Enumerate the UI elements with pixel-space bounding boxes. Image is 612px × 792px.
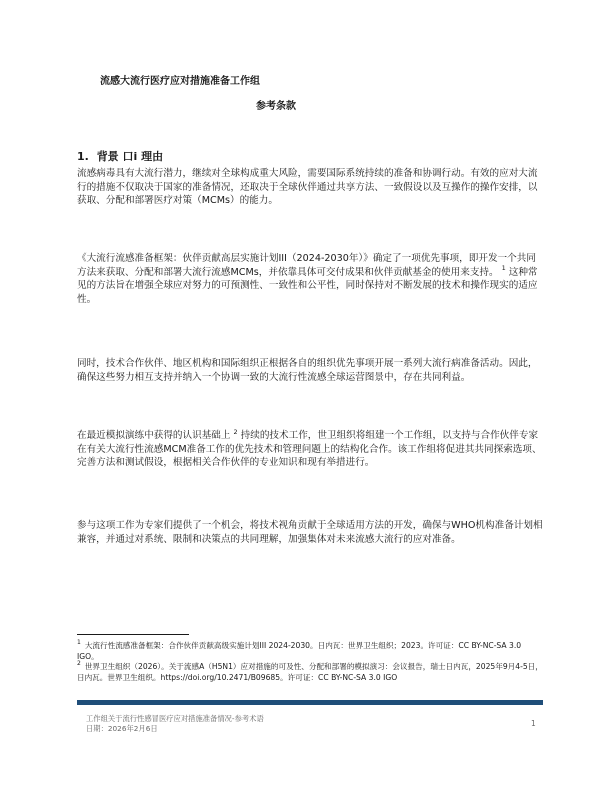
section-heading bbox=[77, 148, 163, 164]
footnote-2 bbox=[77, 662, 543, 683]
paragraph-working-group-text-b: 持续的技术工作，世卫组织将组建一个工作组，以支持与合作伙伴专家在有关大流行性流感MCM准备工作的优先技术和管理问题上的结构化合作。该工作组将促进其共同探索选项、完善方法和测试假设，根据相关合作伙伴的专业知识和现有举措进行。 bbox=[77, 430, 542, 468]
footnote-1 bbox=[77, 641, 543, 662]
document-subtitle: 参考条款 bbox=[256, 101, 296, 112]
footnote-ref-2[interactable]: 2 bbox=[233, 427, 238, 436]
paragraph-framework-text-a: 《大流行流感准备框架：伙伴贡献高层实施计划III（2024-2030年）》确定了一项优先事项，即开发一个共同方法来获取、分配和部署大流行流感MCMs，并依靠具体可交付成果和伙伴贡献基金的使用来支持。 bbox=[77, 253, 536, 278]
paragraph-working-group bbox=[77, 429, 543, 470]
footer-date: 日期：2026年2月6日 bbox=[86, 724, 158, 733]
footnote-ref-1[interactable]: 1 bbox=[501, 264, 506, 273]
footnote-separator bbox=[77, 634, 189, 635]
paragraph-working-group-text-a: 在最近模拟演练中获得的认识基础上 bbox=[77, 430, 231, 441]
section-heading-text: 背景 口i 理由 bbox=[96, 150, 164, 163]
footnote-1-number: 1 bbox=[77, 639, 81, 647]
document-title: 流感大流行医疗应对措施准备工作组 bbox=[100, 76, 260, 87]
section-number: 1. bbox=[77, 150, 89, 163]
page-number: 1 bbox=[531, 719, 536, 728]
footer bbox=[86, 714, 264, 734]
paragraph-coordination: 同时，技术合作伙伴、地区机构和国际组织正根据各自的组织优先事项开展一系列大流行病准备活动。因此，确保这些努力相互支持并纳入一个协调一致的大流行性流感全球运营图景中，存在共同利益。 bbox=[77, 358, 538, 383]
footer-bar bbox=[77, 700, 543, 705]
footnote-2-text: 世界卫生组织（2026）。关于流感A（H5N1）应对措施的可及性、分配和部署的模拟演习：会议报告，瑞士日内瓦，2025年9月4-5日，日内瓦。世界卫生组织。https://doi.org/10.2471/B09685。许可证：CC BY-NC-SA 3.0 IGO bbox=[77, 662, 543, 682]
paragraph-background: 流感病毒具有大流行潜力，继续对全球构成重大风险，需要国际系统持续的准备和协调行动。有效的应对大流行的措施不仅取决于国家的准备情况，还取决于全球伙伴通过共享方法、一致假设以及互操作的操作安排，以获取、分配和部署医疗对策（MCMs）的能力。 bbox=[77, 168, 538, 206]
footer-title: 工作组关于流行性感冒医疗应对措施准备情况-参考术语 bbox=[86, 714, 264, 723]
paragraph-participation: 参与这项工作为专家们提供了一个机会，将技术视角贡献于全球适用方法的开发，确保与WHO机构准备计划相兼容，并通过对系统、限制和决策点的共同理解，加强集体对未来流感大流行的应对准备。 bbox=[77, 520, 543, 545]
footnote-1-text: 大流行性流感准备框架：合作伙伴贡献高级实施计划III 2024-2030。日内瓦：世界卫生组织；2023。许可证：CC BY-NC-SA 3.0 IGO。 bbox=[77, 641, 522, 661]
paragraph-framework bbox=[77, 252, 543, 306]
paragraph-framework-text-b: 这种常见的方法旨在增强全球应对努力的可预测性、一致性和公平性，同时保持对不断发展的技术和操作现实的适应性。 bbox=[77, 266, 538, 305]
footnote-2-number: 2 bbox=[77, 660, 81, 668]
